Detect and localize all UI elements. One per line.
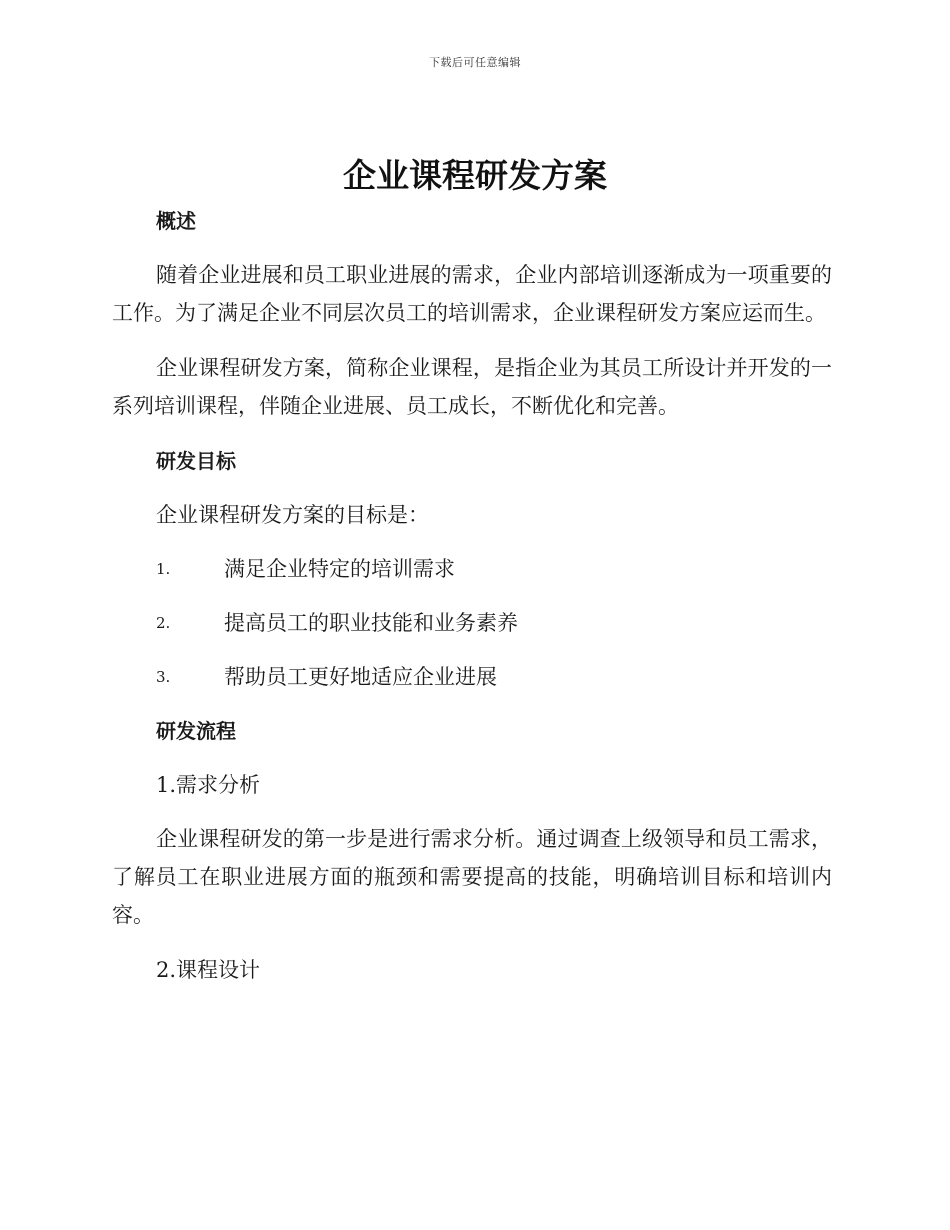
list-item (112, 658, 832, 696)
section-heading-process: 研发流程 (156, 719, 236, 743)
paragraph-step-1: 企业课程研发的第一步是进行需求分析。通过调查上级领导和员工需求，了解员工在职业进展方面的瓶颈和需要提高的技能，明确培训目标和培训内容。 (112, 827, 832, 927)
document-body (112, 202, 832, 989)
list-item (112, 604, 832, 642)
section-heading-goals: 研发目标 (156, 449, 236, 473)
section-heading-overview: 概述 (156, 209, 196, 233)
list-text: 满足企业特定的培训需求 (224, 557, 455, 581)
list-item (112, 550, 832, 588)
step-title-1: 1.需求分析 (156, 773, 261, 797)
paragraph-goal-intro: 企业课程研发方案的目标是： (156, 503, 429, 527)
step-title-2: 2.课程设计 (156, 958, 261, 982)
document-title: 企业课程研发方案 (343, 156, 607, 195)
list-number: 2. (156, 614, 171, 632)
page-header-note: 下载后可任意编辑 (429, 56, 521, 69)
paragraph-overview-1: 随着企业进展和员工职业进展的需求，企业内部培训逐渐成为一项重要的工作。为了满足企业不同层次员工的培训需求，企业课程研发方案应运而生。 (112, 263, 832, 325)
paragraph-overview-2: 企业课程研发方案，简称企业课程，是指企业为其员工所设计并开发的一系列培训课程，伴随企业进展、员工成长，不断优化和完善。 (112, 356, 832, 418)
list-number: 1. (156, 560, 171, 578)
list-text: 提高员工的职业技能和业务素养 (224, 611, 518, 635)
list-text: 帮助员工更好地适应企业进展 (224, 665, 497, 689)
list-number: 3. (156, 668, 171, 686)
